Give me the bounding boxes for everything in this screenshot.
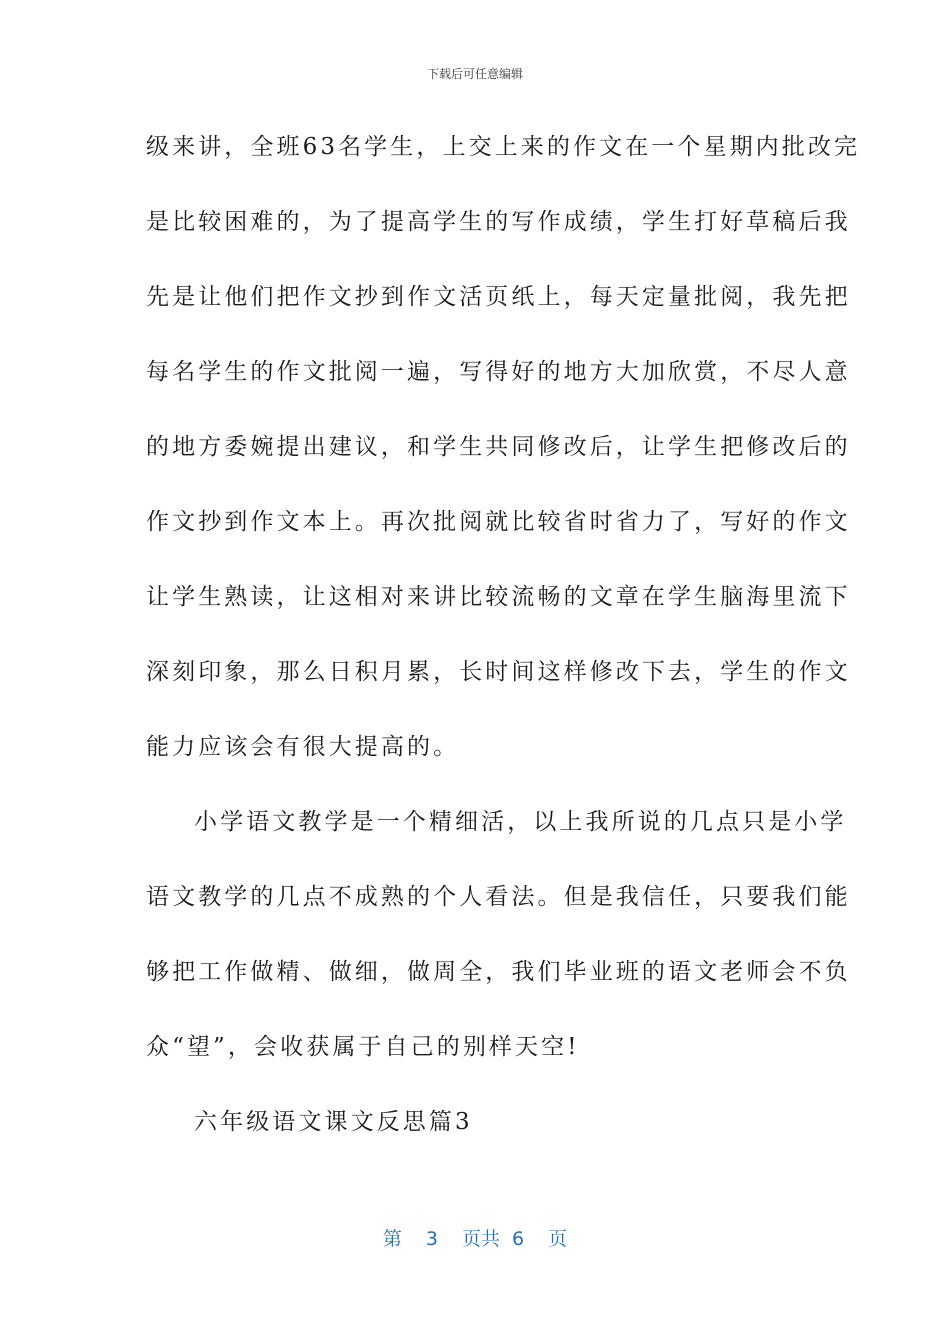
heading-text: 六年级语文课文反思篇3 — [194, 1109, 473, 1135]
text-line: 的地方委婉提出建议，和学生共同修改后，让学生把修改后的 — [146, 434, 851, 460]
footer-prefix: 第 — [382, 1228, 402, 1250]
current-page-number: 3 — [425, 1228, 438, 1250]
text-line: 先是让他们把作文抄到作文活页纸上，每天定量批阅，我先把 — [146, 284, 851, 310]
page-header: 下载后可任意编辑 — [426, 67, 523, 81]
text-line: 小学语文教学是一个精细活，以上我所说的几点只是小学 — [194, 809, 847, 835]
text-line: 够把工作做精、做细，做周全，我们毕业班的语文老师会不负 — [146, 959, 851, 985]
page-footer — [0, 1226, 950, 1252]
document-body — [146, 124, 861, 1174]
text-line: 每名学生的作文批阅一遍，写得好的地方大加欣赏，不尽人意 — [146, 359, 851, 385]
total-pages-number: 6 — [512, 1228, 525, 1250]
text-line: 级来讲，全班63名学生，上交上来的作文在一个星期内批改完 — [146, 134, 861, 160]
text-line: 语文教学的几点不成熟的个人看法。但是我信任，只要我们能 — [146, 884, 851, 910]
paragraph-2 — [146, 799, 851, 1099]
text-line: 深刻印象，那么日积月累，长时间这样修改下去，学生的作文 — [146, 659, 851, 685]
footer-suffix: 页 — [548, 1228, 568, 1250]
text-line: 是比较困难的，为了提高学生的写作成绩，学生打好草稿后我 — [146, 209, 851, 235]
text-line: 作文抄到作文本上。再次批阅就比较省时省力了，写好的作文 — [146, 509, 851, 535]
text-line: 能力应该会有很大提高的。 — [146, 734, 460, 760]
paragraph-1 — [146, 124, 861, 799]
section-heading — [146, 1099, 806, 1174]
footer-middle: 页共 — [461, 1228, 500, 1250]
text-line: 众“望”，会收获属于自己的别样天空! — [146, 1034, 580, 1060]
text-line: 让学生熟读，让这相对来讲比较流畅的文章在学生脑海里流下 — [146, 584, 851, 610]
